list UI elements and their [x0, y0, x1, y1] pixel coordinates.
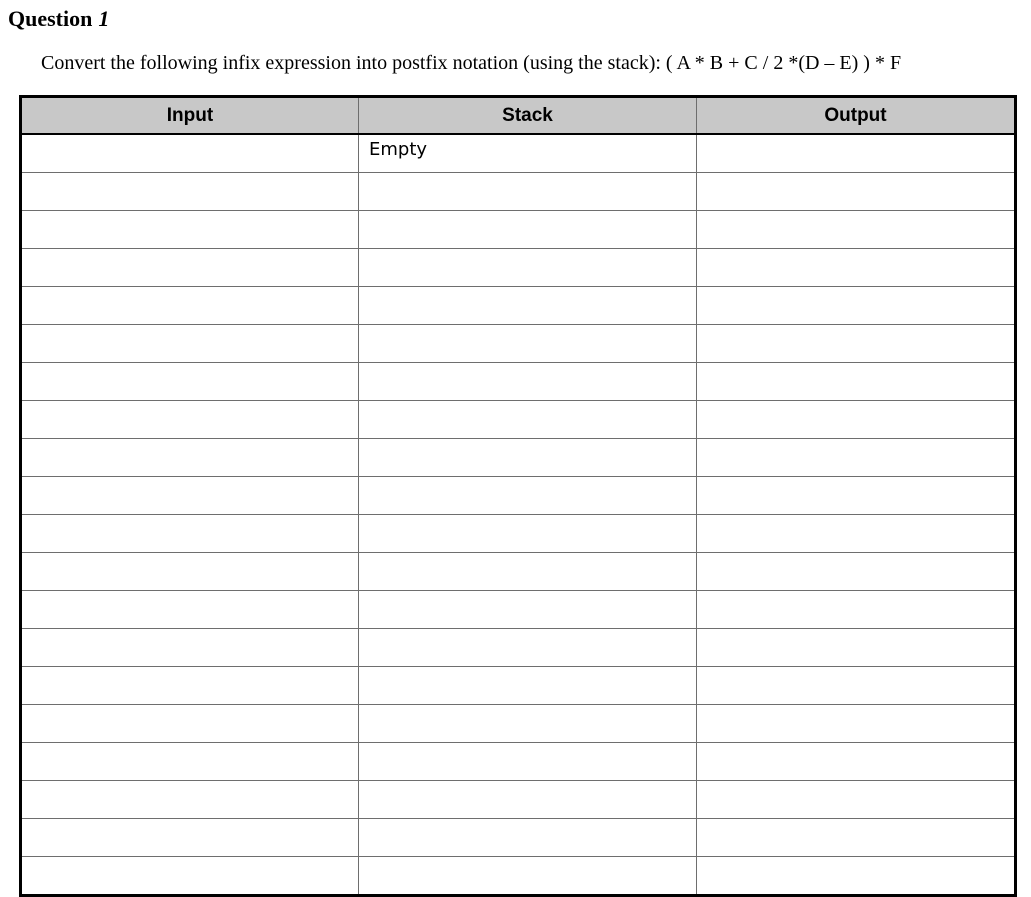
cell-output[interactable] [697, 363, 1016, 401]
table-header-row [21, 97, 1016, 135]
cell-stack[interactable] [359, 819, 697, 857]
cell-input[interactable] [21, 629, 359, 667]
cell-stack[interactable] [359, 287, 697, 325]
cell-stack[interactable] [359, 553, 697, 591]
question-number: 1 [98, 6, 110, 31]
cell-output[interactable] [697, 553, 1016, 591]
cell-output[interactable] [697, 249, 1016, 287]
table-row [21, 515, 1016, 553]
question-heading: Question [8, 6, 93, 31]
cell-input[interactable] [21, 781, 359, 819]
cell-input[interactable] [21, 477, 359, 515]
table-row [21, 553, 1016, 591]
header-output: Output [697, 97, 1016, 135]
table-row [21, 325, 1016, 363]
cell-output[interactable] [697, 134, 1016, 173]
table-row [21, 287, 1016, 325]
table-row [21, 211, 1016, 249]
header-input: Input [21, 97, 359, 135]
cell-stack[interactable] [359, 705, 697, 743]
cell-stack[interactable] [359, 211, 697, 249]
table-row [21, 439, 1016, 477]
cell-input[interactable] [21, 591, 359, 629]
cell-input[interactable] [21, 743, 359, 781]
cell-stack[interactable]: Empty [359, 134, 697, 173]
cell-stack[interactable] [359, 363, 697, 401]
cell-output[interactable] [697, 401, 1016, 439]
table-row [21, 591, 1016, 629]
cell-stack[interactable] [359, 325, 697, 363]
cell-output[interactable] [697, 173, 1016, 211]
cell-input[interactable] [21, 553, 359, 591]
header-stack: Stack [359, 97, 697, 135]
cell-stack[interactable] [359, 591, 697, 629]
cell-stack[interactable] [359, 515, 697, 553]
cell-input[interactable] [21, 249, 359, 287]
cell-input[interactable] [21, 363, 359, 401]
cell-output[interactable] [697, 211, 1016, 249]
cell-output[interactable] [697, 477, 1016, 515]
cell-input[interactable] [21, 439, 359, 477]
table-row [21, 401, 1016, 439]
question-prompt: Convert the following infix expression into postfix notation (using the stack): ( A * B + C / 2 *(D – E) ) * F [41, 52, 902, 74]
cell-input[interactable] [21, 819, 359, 857]
cell-input[interactable] [21, 325, 359, 363]
cell-input[interactable] [21, 857, 359, 896]
table-row [21, 705, 1016, 743]
table-row [21, 249, 1016, 287]
cell-output[interactable] [697, 705, 1016, 743]
cell-stack[interactable] [359, 781, 697, 819]
cell-output[interactable] [697, 515, 1016, 553]
conversion-table [19, 95, 1017, 897]
table-row [21, 477, 1016, 515]
table-row [21, 857, 1016, 896]
table-body [21, 134, 1016, 896]
cell-stack[interactable] [359, 743, 697, 781]
cell-stack[interactable] [359, 629, 697, 667]
cell-stack[interactable] [359, 173, 697, 211]
cell-output[interactable] [697, 591, 1016, 629]
table-row [21, 629, 1016, 667]
table-row [21, 667, 1016, 705]
cell-input[interactable] [21, 211, 359, 249]
cell-output[interactable] [697, 781, 1016, 819]
cell-stack[interactable] [359, 401, 697, 439]
cell-output[interactable] [697, 287, 1016, 325]
cell-output[interactable] [697, 743, 1016, 781]
table-row [21, 134, 1016, 173]
cell-stack[interactable] [359, 477, 697, 515]
cell-output[interactable] [697, 819, 1016, 857]
cell-output[interactable] [697, 629, 1016, 667]
cell-stack[interactable] [359, 439, 697, 477]
cell-output[interactable] [697, 667, 1016, 705]
cell-input[interactable] [21, 134, 359, 173]
cell-stack[interactable] [359, 249, 697, 287]
cell-input[interactable] [21, 401, 359, 439]
cell-input[interactable] [21, 667, 359, 705]
cell-stack[interactable] [359, 857, 697, 896]
table-row [21, 173, 1016, 211]
table-row [21, 781, 1016, 819]
table-row [21, 743, 1016, 781]
table-row [21, 363, 1016, 401]
table-row [21, 819, 1016, 857]
question-title [8, 6, 109, 32]
cell-input[interactable] [21, 173, 359, 211]
cell-stack[interactable] [359, 667, 697, 705]
cell-output[interactable] [697, 857, 1016, 896]
cell-input[interactable] [21, 287, 359, 325]
cell-input[interactable] [21, 515, 359, 553]
cell-input[interactable] [21, 705, 359, 743]
cell-output[interactable] [697, 439, 1016, 477]
cell-output[interactable] [697, 325, 1016, 363]
